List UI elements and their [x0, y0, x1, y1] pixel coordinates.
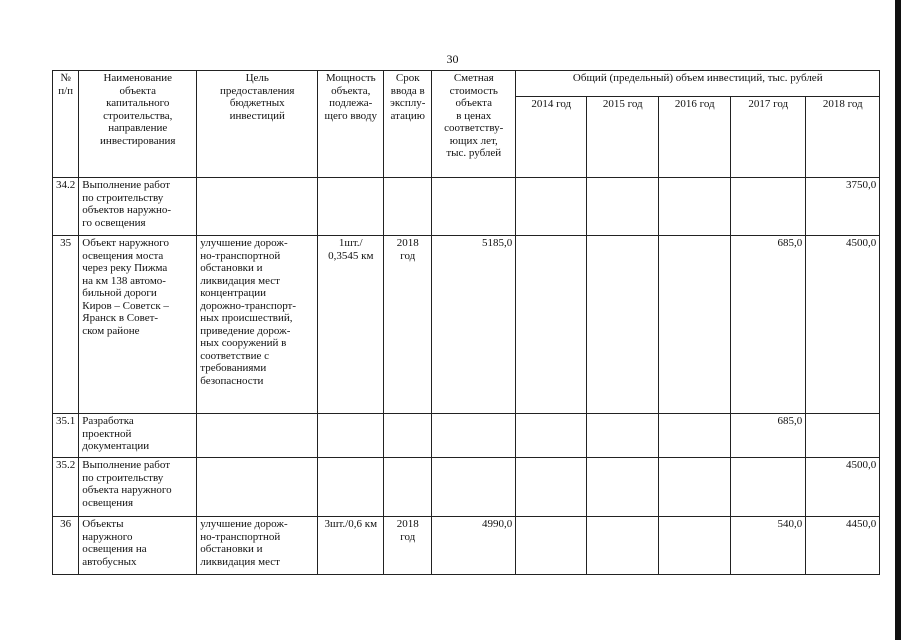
row-num: 35.2 [53, 458, 79, 517]
row-goal: улучшение дорож- но-транспортной обстановки и ликвидация мест концентрации дорожно-транспорт- ных происшествий, приведение дорож- ных сооружений в соответствие с требованиями безопасности [197, 236, 318, 414]
row-term [384, 458, 432, 517]
page-number: 30 [446, 52, 459, 66]
row-2017 [731, 458, 806, 517]
row-capacity: 3шт./0,6 км [318, 517, 384, 575]
row-name: Выполнение работ по строительству объектов наружно- го освещения [79, 178, 197, 236]
row-2018 [806, 414, 880, 458]
row-name: Объекты наружного освещения на автобусных [79, 517, 197, 575]
row-num: 35 [53, 236, 79, 414]
row-cost: 5185,0 [432, 236, 516, 414]
header-term: Срок ввода в эксплу- атацию [384, 71, 432, 178]
row-2017 [731, 178, 806, 236]
row-capacity [318, 414, 384, 458]
row-2015 [587, 236, 659, 414]
row-2017: 685,0 [731, 236, 806, 414]
header-investments: Общий (предельный) объем инвестиций, тыс. рублей [516, 71, 880, 97]
row-cost: 4990,0 [432, 517, 516, 575]
row-2016 [659, 517, 731, 575]
header-year: 2017 год [731, 97, 806, 178]
row-2015 [587, 414, 659, 458]
row-2018: 4500,0 [806, 236, 880, 414]
header-cost: Сметная стоимость объекта в ценах соответству- ющих лет, тыс. рублей [432, 71, 516, 178]
row-2014 [516, 414, 587, 458]
row-2017: 685,0 [731, 414, 806, 458]
scan-edge-rule [895, 0, 901, 640]
table-row [53, 414, 880, 458]
row-2016 [659, 458, 731, 517]
row-cost [432, 458, 516, 517]
row-2018: 4450,0 [806, 517, 880, 575]
row-2016 [659, 236, 731, 414]
row-2017: 540,0 [731, 517, 806, 575]
row-name: Выполнение работ по строительству объекта наружного освещения [79, 458, 197, 517]
row-term [384, 178, 432, 236]
row-2014 [516, 236, 587, 414]
row-2015 [587, 458, 659, 517]
table-row [53, 178, 880, 236]
header-goal: Цель предоставления бюджетных инвестиций [197, 71, 318, 178]
row-term: 2018 год [384, 517, 432, 575]
header-year: 2018 год [806, 97, 880, 178]
row-2014 [516, 458, 587, 517]
row-2015 [587, 517, 659, 575]
table-header [53, 71, 880, 178]
table-row [53, 517, 880, 575]
row-num: 35.1 [53, 414, 79, 458]
row-2018: 3750,0 [806, 178, 880, 236]
row-2016 [659, 178, 731, 236]
header-year: 2014 год [516, 97, 587, 178]
row-goal [197, 178, 318, 236]
row-2015 [587, 178, 659, 236]
header-year: 2015 год [587, 97, 659, 178]
row-name: Объект наружного освещения моста через реку Пижма на км 138 автомо- бильной дороги Киров – Советск – Яранск в Совет- ском районе [79, 236, 197, 414]
row-term: 2018 год [384, 236, 432, 414]
row-cost [432, 178, 516, 236]
row-cost [432, 414, 516, 458]
investment-table [52, 70, 880, 575]
table-row [53, 458, 880, 517]
header-capacity: Мощность объекта, подлежа- щего вводу [318, 71, 384, 178]
row-name: Разработка проектной документации [79, 414, 197, 458]
row-capacity [318, 178, 384, 236]
row-term [384, 414, 432, 458]
row-goal [197, 458, 318, 517]
header-name: Наименование объекта капитального строительства, направление инвестирования [79, 71, 197, 178]
row-2016 [659, 414, 731, 458]
row-2014 [516, 178, 587, 236]
row-num: 36 [53, 517, 79, 575]
header-year: 2016 год [659, 97, 731, 178]
row-capacity [318, 458, 384, 517]
row-capacity: 1шт./ 0,3545 км [318, 236, 384, 414]
row-goal: улучшение дорож- но-транспортной обстановки и ликвидация мест [197, 517, 318, 575]
row-num: 34.2 [53, 178, 79, 236]
row-goal [197, 414, 318, 458]
header-num: № п/п [53, 71, 79, 178]
row-2014 [516, 517, 587, 575]
table-row [53, 236, 880, 414]
row-2018: 4500,0 [806, 458, 880, 517]
